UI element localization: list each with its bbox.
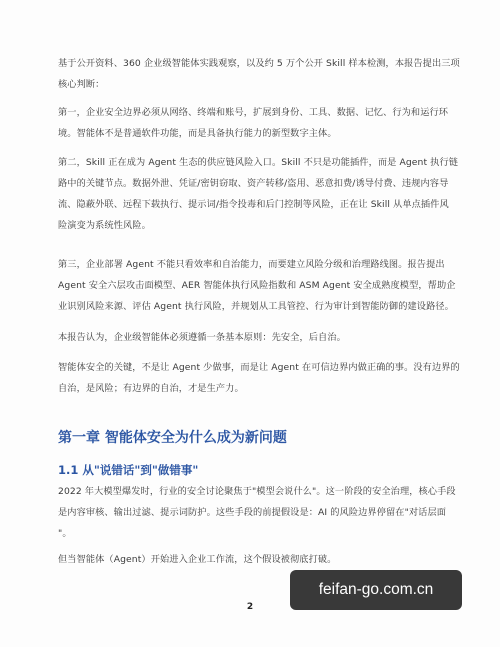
text-line: 是内容审核、输出过滤、提示词防护。这些手段的前提假设是：AI 的风险边界停留在"对话层面 — [58, 507, 447, 518]
text-line: 自治，是风险；有边界的自治，才是生产力。 — [58, 383, 244, 394]
paragraph-second-judgment — [58, 152, 459, 236]
intro-paragraph — [58, 53, 460, 95]
text-line: 业识别风险来源、评估 Agent 执行风险，并规划从工具管控、行为审计到智能防御的建设路径。 — [58, 301, 454, 312]
site-watermark: feifan-go.com.cn — [290, 570, 462, 610]
paragraph-principle — [58, 327, 448, 348]
text-line: 核心判断： — [58, 79, 105, 90]
text-line: 路中的关键节点。数据外泄、凭证/密钥窃取、资产转移/盗用、恶意扣费/诱导付费、违规内容导 — [58, 178, 449, 189]
text-line: Agent 安全六层攻击面模型、AER 智能体执行风险指数和 ASM Agent 安全成熟度模型，帮助企 — [58, 280, 456, 291]
text-line: 智能体安全的关键，不是让 Agent 少做事，而是让 Agent 在可信边界内做正确的事。没有边界的 — [58, 362, 460, 373]
paragraph-key-point — [58, 357, 460, 399]
text-line: 但当智能体（Agent）开始进入企业工作流，这个假设被彻底打破。 — [58, 554, 337, 565]
text-line: 流、隐蔽外联、远程下载执行、提示词/指令投毒和后门控制等风险，正在让 Skill 从单点插件风 — [58, 199, 449, 210]
text-line: 2022 年大模型爆发时，行业的安全讨论聚焦于"模型会说什么"。这一阶段的安全治理，核心手段 — [58, 486, 456, 497]
paragraph-third-judgment — [58, 254, 456, 317]
text-line: 境。智能体不是普通软件功能，而是具备执行能力的新型数字主体。 — [58, 128, 337, 139]
text-line: "。 — [58, 528, 72, 539]
text-line: 险演变为系统性风险。 — [58, 220, 151, 231]
text-line: 第三，企业部署 Agent 不能只看效率和自治能力，而要建立风险分级和治理路线图。报告提出 — [58, 259, 445, 270]
text-line: 本报告认为，企业级智能体必须遵循一条基本原则：先安全，后自治。 — [58, 332, 346, 343]
text-line: 第二，Skill 正在成为 Agent 生态的供应链风险入口。Skill 不只是功能插件，而是 Agent 执行链 — [58, 157, 459, 168]
page-number: 2 — [246, 602, 254, 612]
paragraph-history — [58, 481, 456, 544]
text-line: 第一，企业安全边界必须从网络、终端和账号，扩展到身份、工具、数据、记忆、行为和运行环 — [58, 107, 449, 118]
text-line: 基于公开资料、360 企业级智能体实践观察，以及约 5 万个公开 Skill 样本检测，本报告提出三项 — [58, 58, 460, 69]
paragraph-agent-shift — [58, 549, 448, 570]
section-title: 1.1 从"说错话"到"做错事" — [58, 463, 199, 477]
chapter-title: 第一章 智能体安全为什么成为新问题 — [58, 430, 287, 446]
paragraph-first-judgment — [58, 102, 448, 144]
